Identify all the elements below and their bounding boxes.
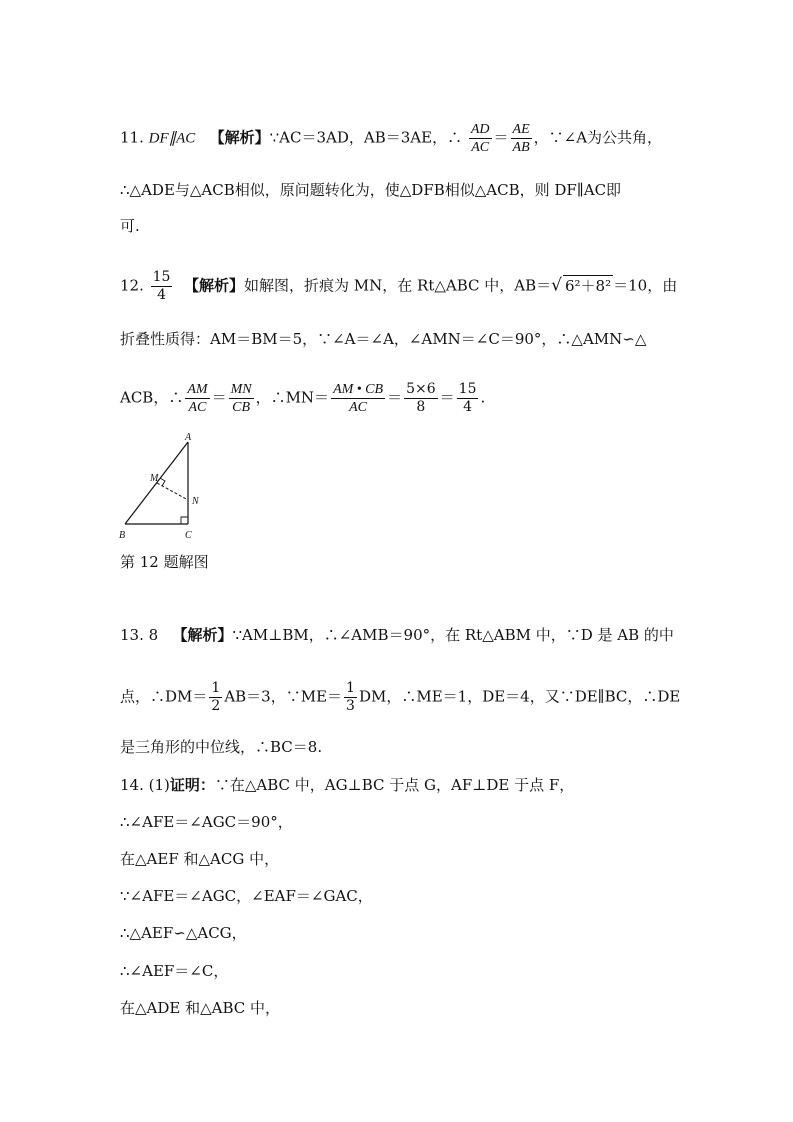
p12-answer-fraction: $\frac{15}{4}$ — [152, 269, 171, 303]
p12-radicand: 6²＋8² — [565, 276, 612, 295]
p13-text-4: DM，∴ME＝1，DE＝4，又∵DE∥BC，∴DE — [358, 687, 681, 706]
p14-line-2: 在△AEF 和△ACG 中， — [120, 850, 280, 868]
p11-fraction-ad-ac: $\frac{AD}{AC}$ — [470, 122, 490, 155]
p12-fraction-mn-cb: $\frac{MN}{CB}$ — [230, 382, 252, 415]
p12-fraction-5x6-8: $\frac{5\times 6}{8}$ — [406, 381, 436, 415]
p13-line1 — [120, 625, 674, 645]
p11-answer: DF∥AC — [148, 130, 196, 147]
p13-text-2: 点，∴DM＝ — [120, 687, 208, 706]
p13-number: 13. — [120, 626, 144, 644]
label-a: A — [185, 432, 192, 443]
p12-line2: 折叠性质得：AM＝BM＝5，∵∠A＝∠A，∠AMN＝∠C＝90°，∴△AMN∽△ — [120, 330, 647, 348]
p11-line3: 可. — [120, 217, 140, 235]
p14-proof-tag: 证明： — [169, 776, 215, 794]
p12-line1 — [120, 269, 677, 304]
p14-number: 14. (1) — [120, 776, 170, 794]
p12-fraction-15-4: $\frac{15}{4}$ — [458, 381, 477, 415]
p12-text-1: 如解图，折痕为 MN，在 Rt△ABC 中，AB＝ — [244, 276, 552, 295]
p14-line-5: ∴∠AEF＝∠C， — [120, 962, 229, 980]
p13-answer: 8 — [148, 626, 159, 644]
p14-line-1: ∴∠AFE＝∠AGC＝90°， — [120, 813, 293, 831]
p14-line-6: 在△ADE 和△ABC 中， — [120, 999, 281, 1017]
p11-line1: 11. DF∥AC 【解析】∵AC＝3AD，AB＝3AE，∴ $\frac{AD}{AC}$ ＝ $\frac{AE}{AB}$ ，∵∠A为公共角， — [120, 122, 663, 155]
p11-line2: ∴△ADE与△ACB相似，原问题转化为，使△DFB相似△ACB，则 DF∥AC即 — [120, 181, 622, 199]
p13-text-1: ∵AM⊥BM，∴∠AMB＝90°，在 Rt△ABM 中，∵D 是 AB 的中 — [232, 626, 674, 644]
p14-line-4: ∴△AEF∽△ACG， — [120, 924, 247, 942]
p14-heading-text: ∵在△ABC 中，AG⊥BC 于点 G，AF⊥DE 于点 F， — [214, 776, 575, 794]
p13-line3: 是三角形的中位线，∴BC＝8. — [120, 738, 323, 756]
p13-tag: 【解析】 — [172, 626, 233, 644]
label-b: B — [119, 530, 126, 541]
figure-caption: 第 12 题解图 — [120, 553, 209, 571]
p11-tag: 【解析】 — [209, 128, 270, 147]
triangle-figure — [114, 430, 214, 546]
sqrt-icon: √ — [551, 275, 562, 296]
p12-text-4: ，∴MN＝ — [255, 388, 330, 407]
p11-number: 11. — [120, 128, 144, 147]
p13-fraction-half: $\frac{1}{2}$ — [211, 680, 221, 714]
p12-text-2: ＝10，由 — [613, 276, 678, 295]
p14-line-3: ∵∠AFE＝∠AGC，∠EAF＝∠GAC， — [120, 887, 373, 905]
p12-text-3: ACB，∴ — [120, 388, 184, 407]
p12-tag: 【解析】 — [184, 276, 245, 295]
label-m: M — [150, 473, 159, 484]
p11-text-1: ∵AC＝3AD，AB＝3AE，∴ — [269, 128, 463, 147]
fold-line-mn — [157, 483, 188, 500]
p13-fraction-third: $\frac{1}{3}$ — [346, 680, 355, 714]
label-n: N — [192, 496, 199, 507]
p14-heading — [120, 775, 574, 795]
p12-number: 12. — [120, 276, 144, 295]
p13-line2 — [120, 680, 680, 715]
p11-text-2: ，∵∠A为公共角， — [533, 128, 663, 147]
right-angle-mark-c — [181, 517, 188, 524]
p12-line3: ACB，∴ $\frac{AM}{AC}$ ＝ $\frac{MN}{CB}$ ，∴MN＝ $\frac{AM • CB}{AC}$ ＝ $\frac{5\times 6}{8}$ ＝ $\frac{15}{4}$ . — [120, 381, 486, 415]
p11-fraction-ae-ab: $\frac{AE}{AB}$ — [512, 122, 530, 155]
p12-fraction-am-ac: $\frac{AM}{AC}$ — [187, 382, 208, 415]
right-angle-mark-m — [160, 478, 165, 486]
p13-text-3: AB＝3，∵ME＝ — [224, 687, 343, 706]
p12-fraction-amcb-ac: $\frac{AM • CB}{AC}$ — [333, 382, 384, 415]
label-c: C — [185, 530, 192, 541]
